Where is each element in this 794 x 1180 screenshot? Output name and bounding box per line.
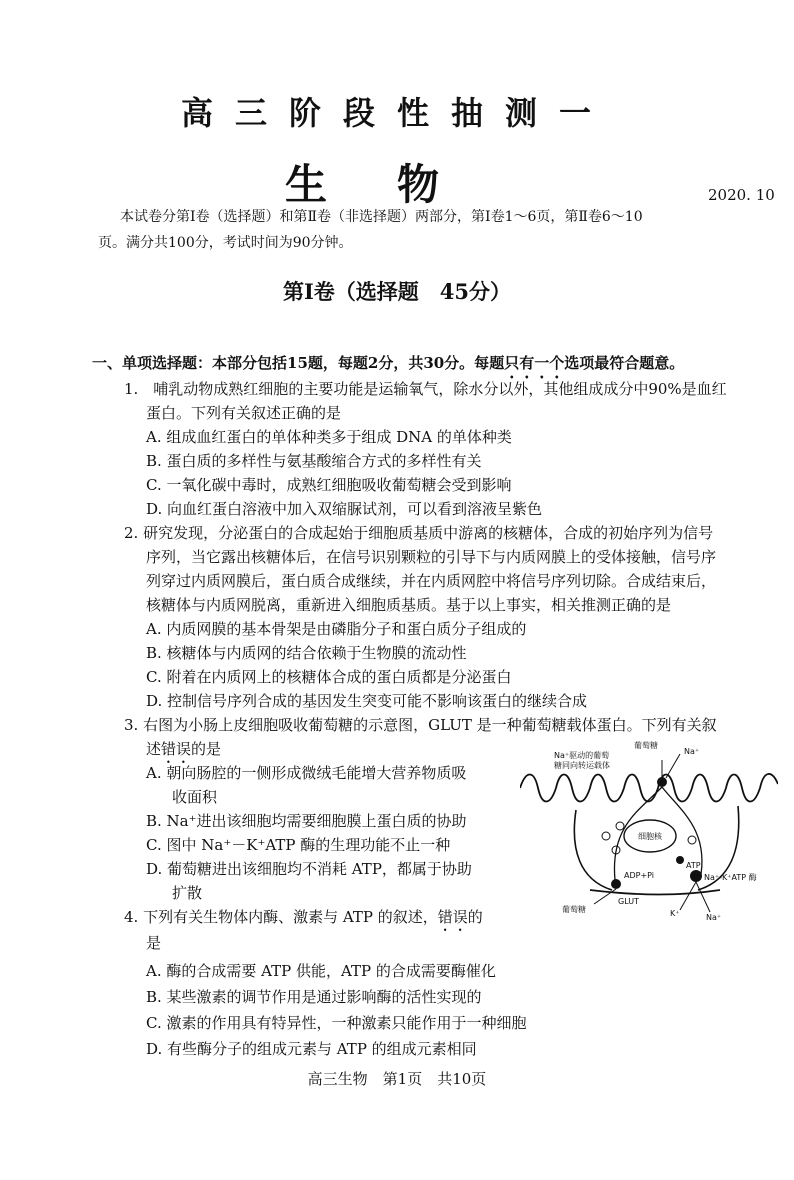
q3-option-d: D. 葡萄糖进出该细胞均不消耗 ATP，都属于协助: [146, 860, 472, 878]
label-glucose-top: 葡萄糖: [634, 741, 658, 750]
q2-stem-line-4: 核糖体与内质网脱离，重新进入细胞质基质。基于以上事实，相关推测正确的是: [146, 596, 672, 614]
subject-title: 生物: [284, 160, 509, 209]
nucleus-label: 细胞核: [638, 832, 662, 841]
q2-option-d: D. 控制信号序列合成的基因发生突变可能不影响该蛋白的继续合成: [146, 692, 588, 710]
q2-stem-line-3: 列穿过内质网膜后，蛋白质合成继续，并在内质网腔中将信号序列切除。合成结束后，: [146, 572, 717, 590]
vesicle: [688, 836, 696, 844]
q1-option-a: A. 组成血红蛋白的单体种类多于组成 DNA 的单体种类: [146, 428, 512, 446]
q4-option-c: C. 激素的作用具有特异性，一种激素只能作用于一种细胞: [146, 1014, 527, 1032]
q3-option-a-cont: 收面积: [172, 788, 218, 806]
label-glut: GLUT: [618, 897, 639, 906]
intro-line-2: 页。满分共100分，考试时间为90分钟。: [98, 235, 353, 251]
vesicle: [616, 822, 624, 830]
q3-stem-line-1: 3. 右图为小肠上皮细胞吸收葡萄糖的示意图，GLUT 是一种葡萄糖载体蛋白。下列有关叙: [124, 716, 717, 734]
label-na-top: Na⁺: [684, 747, 700, 756]
part-1-title: 第Ⅰ卷（选择题 45分）: [282, 279, 512, 304]
q4-option-d: D. 有些酶分子的组成元素与 ATP 的组成元素相同: [146, 1040, 477, 1058]
q3-option-a: A. 朝向肠腔的一侧形成微绒毛能增大营养物质吸: [146, 764, 467, 782]
label-k: K⁺: [670, 909, 680, 918]
q2-option-a: A. 内质网膜的基本骨架是由磷脂分子和蛋白质分子组成的: [146, 620, 527, 638]
label-na-carrier-2: 糖同向转运载体: [554, 761, 610, 770]
na-k-atpase: [690, 870, 702, 882]
microvilli-membrane: [520, 774, 778, 802]
q4-option-b: B. 某些激素的调节作用是通过影响酶的活性实现的: [146, 988, 482, 1006]
q3-option-c: C. 图中 Na⁺－K⁺ATP 酶的生理功能不止一种: [146, 836, 451, 854]
q1-option-c: C. 一氧化碳中毒时，成熟红细胞吸收葡萄糖会受到影响: [146, 476, 512, 494]
na-entry-line: [666, 754, 680, 778]
label-atp: ATP: [686, 861, 701, 870]
q4-option-a: A. 酶的合成需要 ATP 供能，ATP 的合成需要酶催化: [146, 962, 496, 980]
k-line: [680, 882, 696, 910]
q3-stem-text: 述: [146, 740, 162, 758]
page-footer: 高三生物 第1页 共10页: [307, 1070, 487, 1088]
glut-transporter: [611, 879, 621, 889]
q3-option-d-cont: 扩散: [172, 884, 203, 902]
label-glucose-bottom: 葡萄糖: [562, 905, 586, 914]
q4-stem-line-2: 是: [146, 934, 162, 952]
section-1-heading-text: 一、单项选择题：本部分包括15题，每题2分，共30分。每题: [92, 354, 505, 372]
cell-membrane-left: [574, 810, 612, 890]
vesicle-filled: [676, 856, 684, 864]
glucose-uptake-diagram: [520, 740, 778, 922]
section-1-heading-emphasis: 只有一个: [504, 354, 565, 372]
q1-stem-line-2: 蛋白。下列有关叙述正确的是: [146, 404, 342, 422]
q2-option-b: B. 核糖体与内质网的结合依赖于生物膜的流动性: [146, 644, 467, 662]
q4-stem-text: 4. 下列有关生物体内酶、激素与 ATP 的叙述，: [124, 908, 438, 926]
label-adp: ADP+Pi: [624, 871, 655, 880]
exam-date: 2020. 10: [708, 186, 775, 204]
q2-stem-line-2: 序列，当它露出核糖体后，在信号识别颗粒的引导下与内质网膜上的受体接触，信号序: [146, 548, 717, 566]
exam-title: 高三阶段性抽测一: [180, 94, 613, 132]
label-na-carrier-1: Na⁺驱动的葡萄: [554, 751, 610, 760]
vesicle: [602, 832, 610, 840]
q3-stem-tail: 的是: [191, 740, 222, 758]
q1-stem-line-1: 1. 哺乳动物成熟红细胞的主要功能是运输氧气，除水分以外，其他组成成分中90%是血红: [124, 380, 727, 398]
q2-stem-line-1: 2. 研究发现，分泌蛋白的合成起始于细胞质基质中游离的核糖体，合成的初始序列为信号: [124, 524, 714, 542]
q1-option-b: B. 蛋白质的多样性与氨基酸缩合方式的多样性有关: [146, 452, 482, 470]
q4-stem-line-1: [124, 906, 483, 935]
label-na-bottom: Na⁺: [706, 913, 722, 922]
q4-stem-emphasis: 错误: [437, 908, 468, 926]
q2-option-c: C. 附着在内质网上的核糖体合成的蛋白质都是分泌蛋白: [146, 668, 512, 686]
q1-option-d: D. 向血红蛋白溶液中加入双缩脲试剂，可以看到溶液呈紫色: [146, 500, 543, 518]
q3-stem-emphasis: 错误: [161, 740, 192, 758]
section-1-heading-tail: 选项最符合题意。: [564, 354, 685, 372]
intro-line-1: 本试卷分第Ⅰ卷（选择题）和第Ⅱ卷（非选择题）两部分，第Ⅰ卷1～6页，第Ⅱ卷6～10: [120, 209, 643, 225]
q3-option-b: B. Na⁺进出该细胞均需要细胞膜上蛋白质的协助: [146, 812, 467, 830]
label-pump: Na⁺-K⁺ATP 酶: [704, 873, 757, 882]
na-glucose-cotransporter: [657, 777, 667, 787]
q4-stem-tail: 的: [467, 908, 483, 926]
